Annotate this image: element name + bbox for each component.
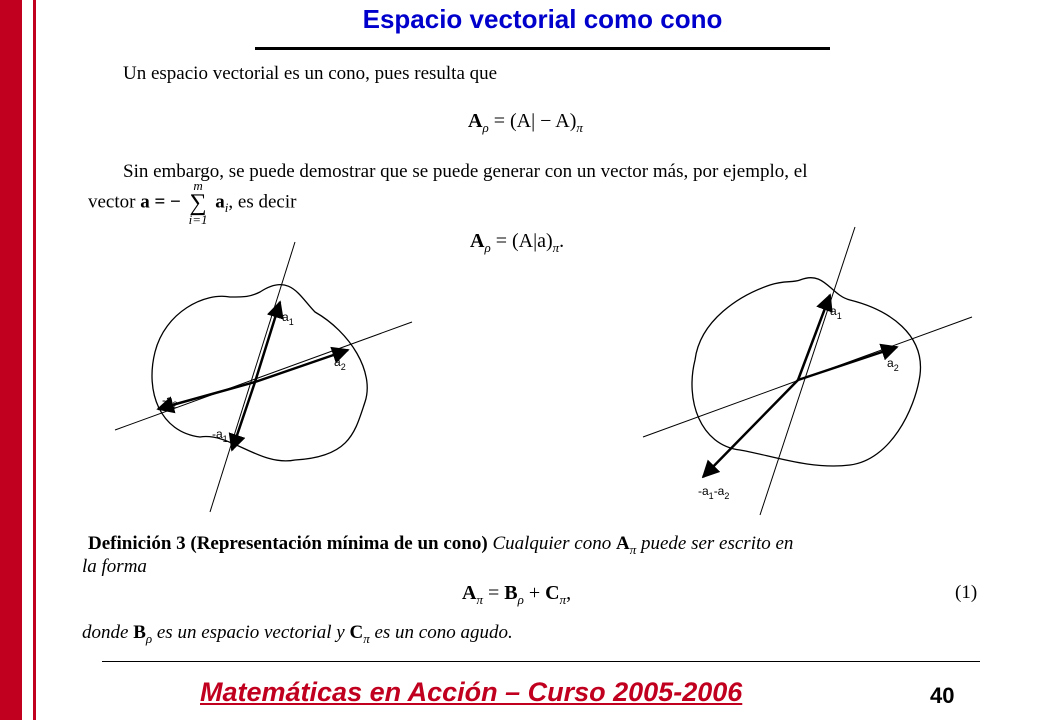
definition-equation [462, 582, 571, 608]
eq2-lhs: A [470, 230, 485, 252]
definition-text-1: Cualquier cono [492, 533, 612, 554]
a-definition: a = − [140, 191, 181, 213]
definition-line-2 [82, 555, 147, 579]
definition-text-2: puede ser escrito en [640, 533, 794, 554]
equation-2 [470, 230, 564, 256]
paragraph-2-line1: Sin embargo, se puede demostrar que se puede generar con un vector más, por ejemplo, el [123, 161, 808, 182]
def-eq-B: B [504, 582, 518, 604]
closing-B: B [133, 622, 146, 643]
right-arrow-a1 [798, 295, 830, 380]
right-label-neg-a1-a2: $-a_1-a_2$ [698, 484, 730, 501]
left-axis-line-2 [210, 242, 295, 512]
a-i: a [215, 191, 225, 213]
eq1-lhs: A [468, 110, 483, 132]
left-label-neg-a2: $-a_2$ [162, 393, 178, 410]
def-eq-C: C [545, 582, 560, 604]
closing-p2: es un espacio vectorial y [156, 622, 345, 643]
left-arrow-a1 [255, 302, 280, 382]
sum-bottom: i=1 [188, 212, 208, 227]
a-i-sub: i [224, 200, 229, 216]
eq2-end: . [559, 230, 565, 252]
sum-top: m [193, 178, 203, 193]
word-vector: vector [88, 191, 136, 213]
right-label-a1: $a_1$ [830, 304, 842, 321]
eq2-lhs-sub: ρ [484, 240, 491, 255]
intro-paragraph: Un espacio vectorial es un cono, pues resulta que [123, 63, 498, 84]
eq1-rhs: = (A| − A) [488, 110, 577, 132]
right-arrow-neg-a1-a2 [703, 380, 798, 477]
def-eq-A: A [462, 582, 477, 604]
right-blob-outline [692, 278, 920, 466]
title-underline [255, 47, 830, 50]
definition-A-sub: π [629, 541, 637, 557]
definition-A: A [615, 533, 630, 554]
def-eq-C-sub: π [559, 592, 567, 607]
equation-number: (1) [955, 582, 978, 603]
closing-C-sub: π [363, 630, 370, 646]
definition-line-1 [88, 532, 793, 562]
def-eq-equals: = [482, 582, 505, 604]
closing-p3: es un cono agudo. [374, 622, 513, 643]
left-accent-bar [0, 0, 22, 720]
figure-left-vector-space [110, 232, 420, 517]
def-eq-plus: + [523, 582, 546, 604]
right-axis-line-2 [760, 227, 855, 515]
eq1-rhs-sub: π [576, 120, 583, 135]
def-eq-A-sub: π [476, 592, 483, 607]
left-accent-line [33, 0, 36, 720]
closing-B-sub: ρ [145, 630, 153, 646]
left-label-a2: $a_2$ [334, 355, 346, 372]
paragraph-2-line2 [88, 180, 296, 226]
right-label-a2: $a_2$ [887, 356, 899, 373]
closing-p1: donde [82, 622, 129, 643]
summation [189, 180, 208, 226]
closing-C: C [349, 622, 364, 643]
es-decir: , es decir [228, 191, 297, 213]
left-label-a1: $a_1$ [282, 310, 294, 327]
left-label-neg-a1: $-a_1$ [212, 427, 228, 444]
figure-right-vector-space [640, 225, 980, 520]
equation-1 [468, 110, 583, 136]
eq2-rhs-sub: π [552, 240, 560, 255]
def-eq-B-sub: ρ [517, 592, 524, 607]
def-eq-end: , [566, 582, 572, 604]
definition-text-3: la forma [82, 556, 147, 577]
footer-divider [102, 661, 980, 662]
eq1-lhs-sub: ρ [482, 120, 489, 135]
sum-symbol: ∑ [189, 190, 207, 216]
left-blob-outline [152, 285, 367, 461]
slide-title: Espacio vectorial como cono [362, 4, 723, 34]
definition-heading: Definición 3 (Representación mínima de un cono) [88, 533, 488, 554]
eq2-rhs: = (A|a) [490, 230, 553, 252]
footer-course-link[interactable]: Matemáticas en Acción – Curso 2005-2006 [200, 677, 743, 707]
page-number: 40 [930, 683, 955, 708]
right-arrow-a2 [798, 347, 897, 380]
definition-closing [82, 621, 513, 651]
left-arrow-neg-a1 [232, 382, 255, 450]
